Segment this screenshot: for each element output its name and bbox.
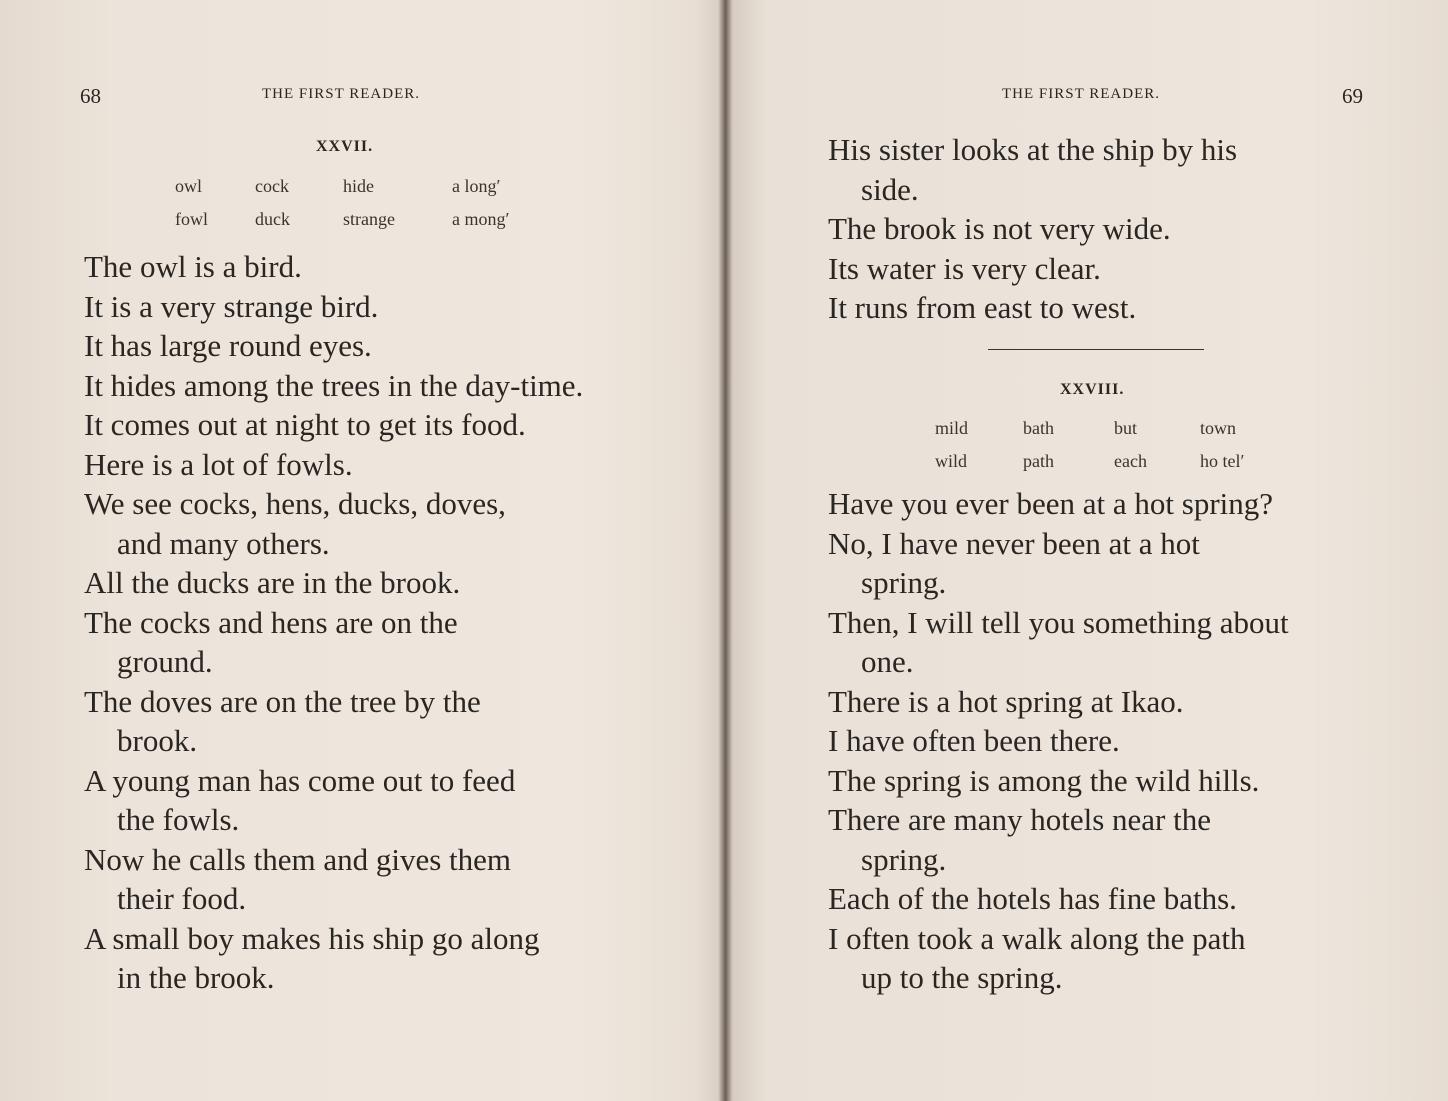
running-head: THE FIRST READER.: [1002, 86, 1160, 102]
vocab-table: [175, 170, 509, 236]
vocab-word: hide: [343, 176, 374, 196]
text-line: brook.: [117, 723, 198, 758]
text-line: There is a hot spring at Ikao.: [828, 683, 1184, 719]
running-head: THE FIRST READER.: [262, 86, 420, 102]
text-line: Each of the hotels has fine baths.: [828, 881, 1237, 916]
vocab-word: mild: [935, 418, 969, 438]
vocab-word: town: [1200, 418, 1236, 438]
text-line: Its water is very clear.: [828, 250, 1101, 286]
text-line: side.: [861, 171, 919, 207]
vocab-word: ho tel′: [1200, 451, 1245, 471]
vocab-row: [175, 203, 509, 236]
vocab-table: [935, 412, 1244, 478]
text-line: ground.: [117, 644, 213, 679]
vocab-word: owl: [175, 176, 202, 196]
right-page: [730, 0, 1448, 1101]
text-line: It is a very strange bird.: [84, 288, 379, 324]
text-line: the fowls.: [117, 802, 240, 837]
vocab-row: [935, 445, 1244, 478]
text-line: Here is a lot of fowls.: [84, 446, 353, 482]
text-line: It runs from east to west.: [828, 290, 1137, 325]
lesson-text: [84, 247, 583, 998]
text-line: All the ducks are in the brook.: [84, 565, 461, 600]
text-line: There are many hotels near the: [828, 802, 1212, 837]
text-line: up to the spring.: [861, 960, 1063, 995]
text-line: It has large round eyes.: [84, 328, 372, 363]
vocab-word: but: [1114, 418, 1138, 438]
vocab-word: a long′: [452, 176, 501, 196]
text-line: It comes out at night to get its food.: [84, 407, 526, 442]
continued-text: [828, 130, 1237, 328]
vocab-word: fowl: [175, 209, 208, 229]
text-line: Have you ever been at a hot spring?: [828, 486, 1274, 521]
text-line: The doves are on the tree by the: [84, 683, 481, 719]
text-line: one.: [861, 644, 914, 679]
page-number: 69: [1342, 84, 1363, 108]
vocab-row: [935, 412, 1244, 445]
text-line: The owl is a bird.: [84, 249, 302, 284]
section-divider: [988, 349, 1204, 350]
vocab-word: cock: [255, 176, 289, 196]
text-line: I have often been there.: [828, 723, 1120, 758]
vocab-word: strange: [343, 209, 395, 229]
text-line: No, I have never been at a hot: [828, 525, 1200, 561]
vocab-word: a mong′: [452, 209, 510, 229]
vocab-word: duck: [255, 209, 290, 229]
vocab-word: each: [1114, 451, 1147, 471]
text-line: spring.: [861, 565, 947, 600]
text-line: in the brook.: [117, 960, 275, 995]
text-line: The cocks and hens are on the: [84, 604, 458, 640]
text-line: I often took a walk along the path: [828, 920, 1246, 956]
text-line: spring.: [861, 841, 947, 877]
page-number: 68: [80, 84, 101, 108]
vocab-word: path: [1023, 451, 1054, 471]
text-line: and many others.: [117, 525, 330, 561]
lesson-title: XXVII.: [316, 138, 374, 155]
text-line: We see cocks, hens, ducks, doves,: [84, 486, 506, 521]
text-line: It hides among the trees in the day-time.: [84, 367, 584, 403]
text-line: A small boy makes his ship go along: [84, 920, 540, 956]
vocab-word: bath: [1023, 418, 1054, 438]
text-line: Then, I will tell you something about: [828, 604, 1289, 640]
lesson-title: XXVIII.: [1060, 381, 1125, 398]
text-line: Now he calls them and gives them: [84, 841, 512, 877]
lesson-text: [828, 484, 1289, 998]
text-line: their food.: [117, 881, 247, 916]
vocab-word: wild: [935, 451, 968, 471]
text-line: His sister looks at the ship by his: [828, 132, 1238, 167]
text-line: A young man has come out to feed: [84, 762, 516, 798]
vocab-row: [175, 170, 509, 203]
text-line: The brook is not very wide.: [828, 211, 1171, 246]
text-line: The spring is among the wild hills.: [828, 762, 1260, 798]
